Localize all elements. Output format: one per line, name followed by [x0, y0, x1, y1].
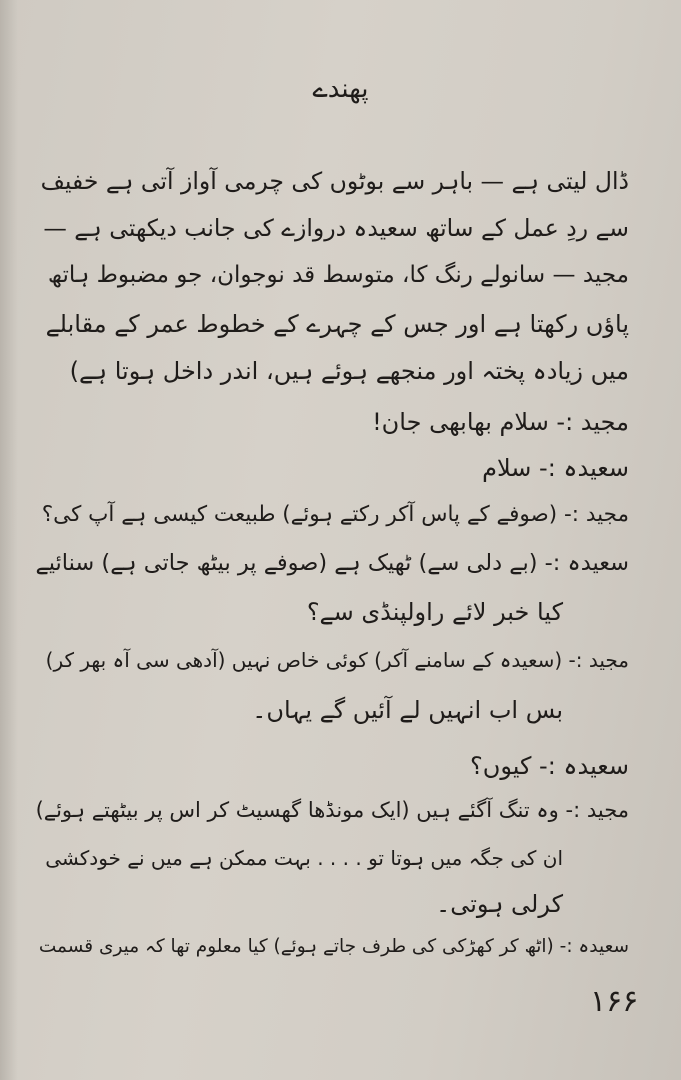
page-heading: پھندے	[312, 74, 369, 104]
dialogue-line: مجید :- وہ تنگ آگئے ہیں (ایک مونڈھا گھسیٹ کر اس پر بیٹھتے ہوئے)	[35, 798, 629, 822]
page-number: ۱۶۶	[590, 984, 639, 1019]
text-line: پاؤں رکھتا ہے اور جس کے چہرے کے خطوط عمر کے مقابلے	[45, 310, 629, 338]
dialogue-continuation: بس اب انہیں لے آئیں گے یہاں۔	[252, 696, 563, 724]
dialogue-line: مجید :- سلام بھابھی جان!	[372, 408, 629, 436]
dialogue-line: سعیدہ :- (بے دلی سے) ٹھیک ہے (صوفے پر بیٹھ جاتی ہے) سنائیے	[35, 550, 629, 576]
text-line: ڈال لیتی ہے — باہر سے بوٹوں کی چرمی آواز آتی ہے خفیف	[40, 167, 629, 195]
dialogue-continuation: ان کی جگہ میں ہوتا تو . . . . بہت ممکن ہے میں نے خودکشی	[45, 846, 563, 870]
dialogue-line: سعیدہ :- کیوں؟	[469, 752, 629, 780]
text-line: مجید — سانولے رنگ کا، متوسط قد نوجوان، جو مضبوط ہاتھ	[47, 262, 629, 288]
dialogue-line: مجید :- (صوفے کے پاس آکر رکتے ہوئے) طبیعت کیسی ہے آپ کی؟	[41, 502, 629, 527]
dialogue-line: سعیدہ :- سلام	[482, 454, 629, 482]
dialogue-continuation: کیا خبر لائے راولپنڈی سے؟	[306, 598, 563, 626]
dialogue-continuation: کرلی ہوتی۔	[436, 890, 563, 918]
text-line: میں زیادہ پختہ اور منجھے ہوئے ہیں، اندر داخل ہوتا ہے)	[69, 357, 629, 385]
text-line: سے ردِ عمل کے ساتھ سعیدہ دروازے کی جانب دیکھتی ہے —	[43, 214, 629, 242]
dialogue-line: مجید :- (سعیدہ کے سامنے آکر) کوئی خاص نہیں (آدھی سی آہ بھر کر)	[45, 648, 629, 672]
dialogue-line: سعیدہ :- (اٹھ کر کھڑکی کی طرف جاتے ہوئے) کیا معلوم تھا کہ میری قسمت	[38, 936, 629, 957]
